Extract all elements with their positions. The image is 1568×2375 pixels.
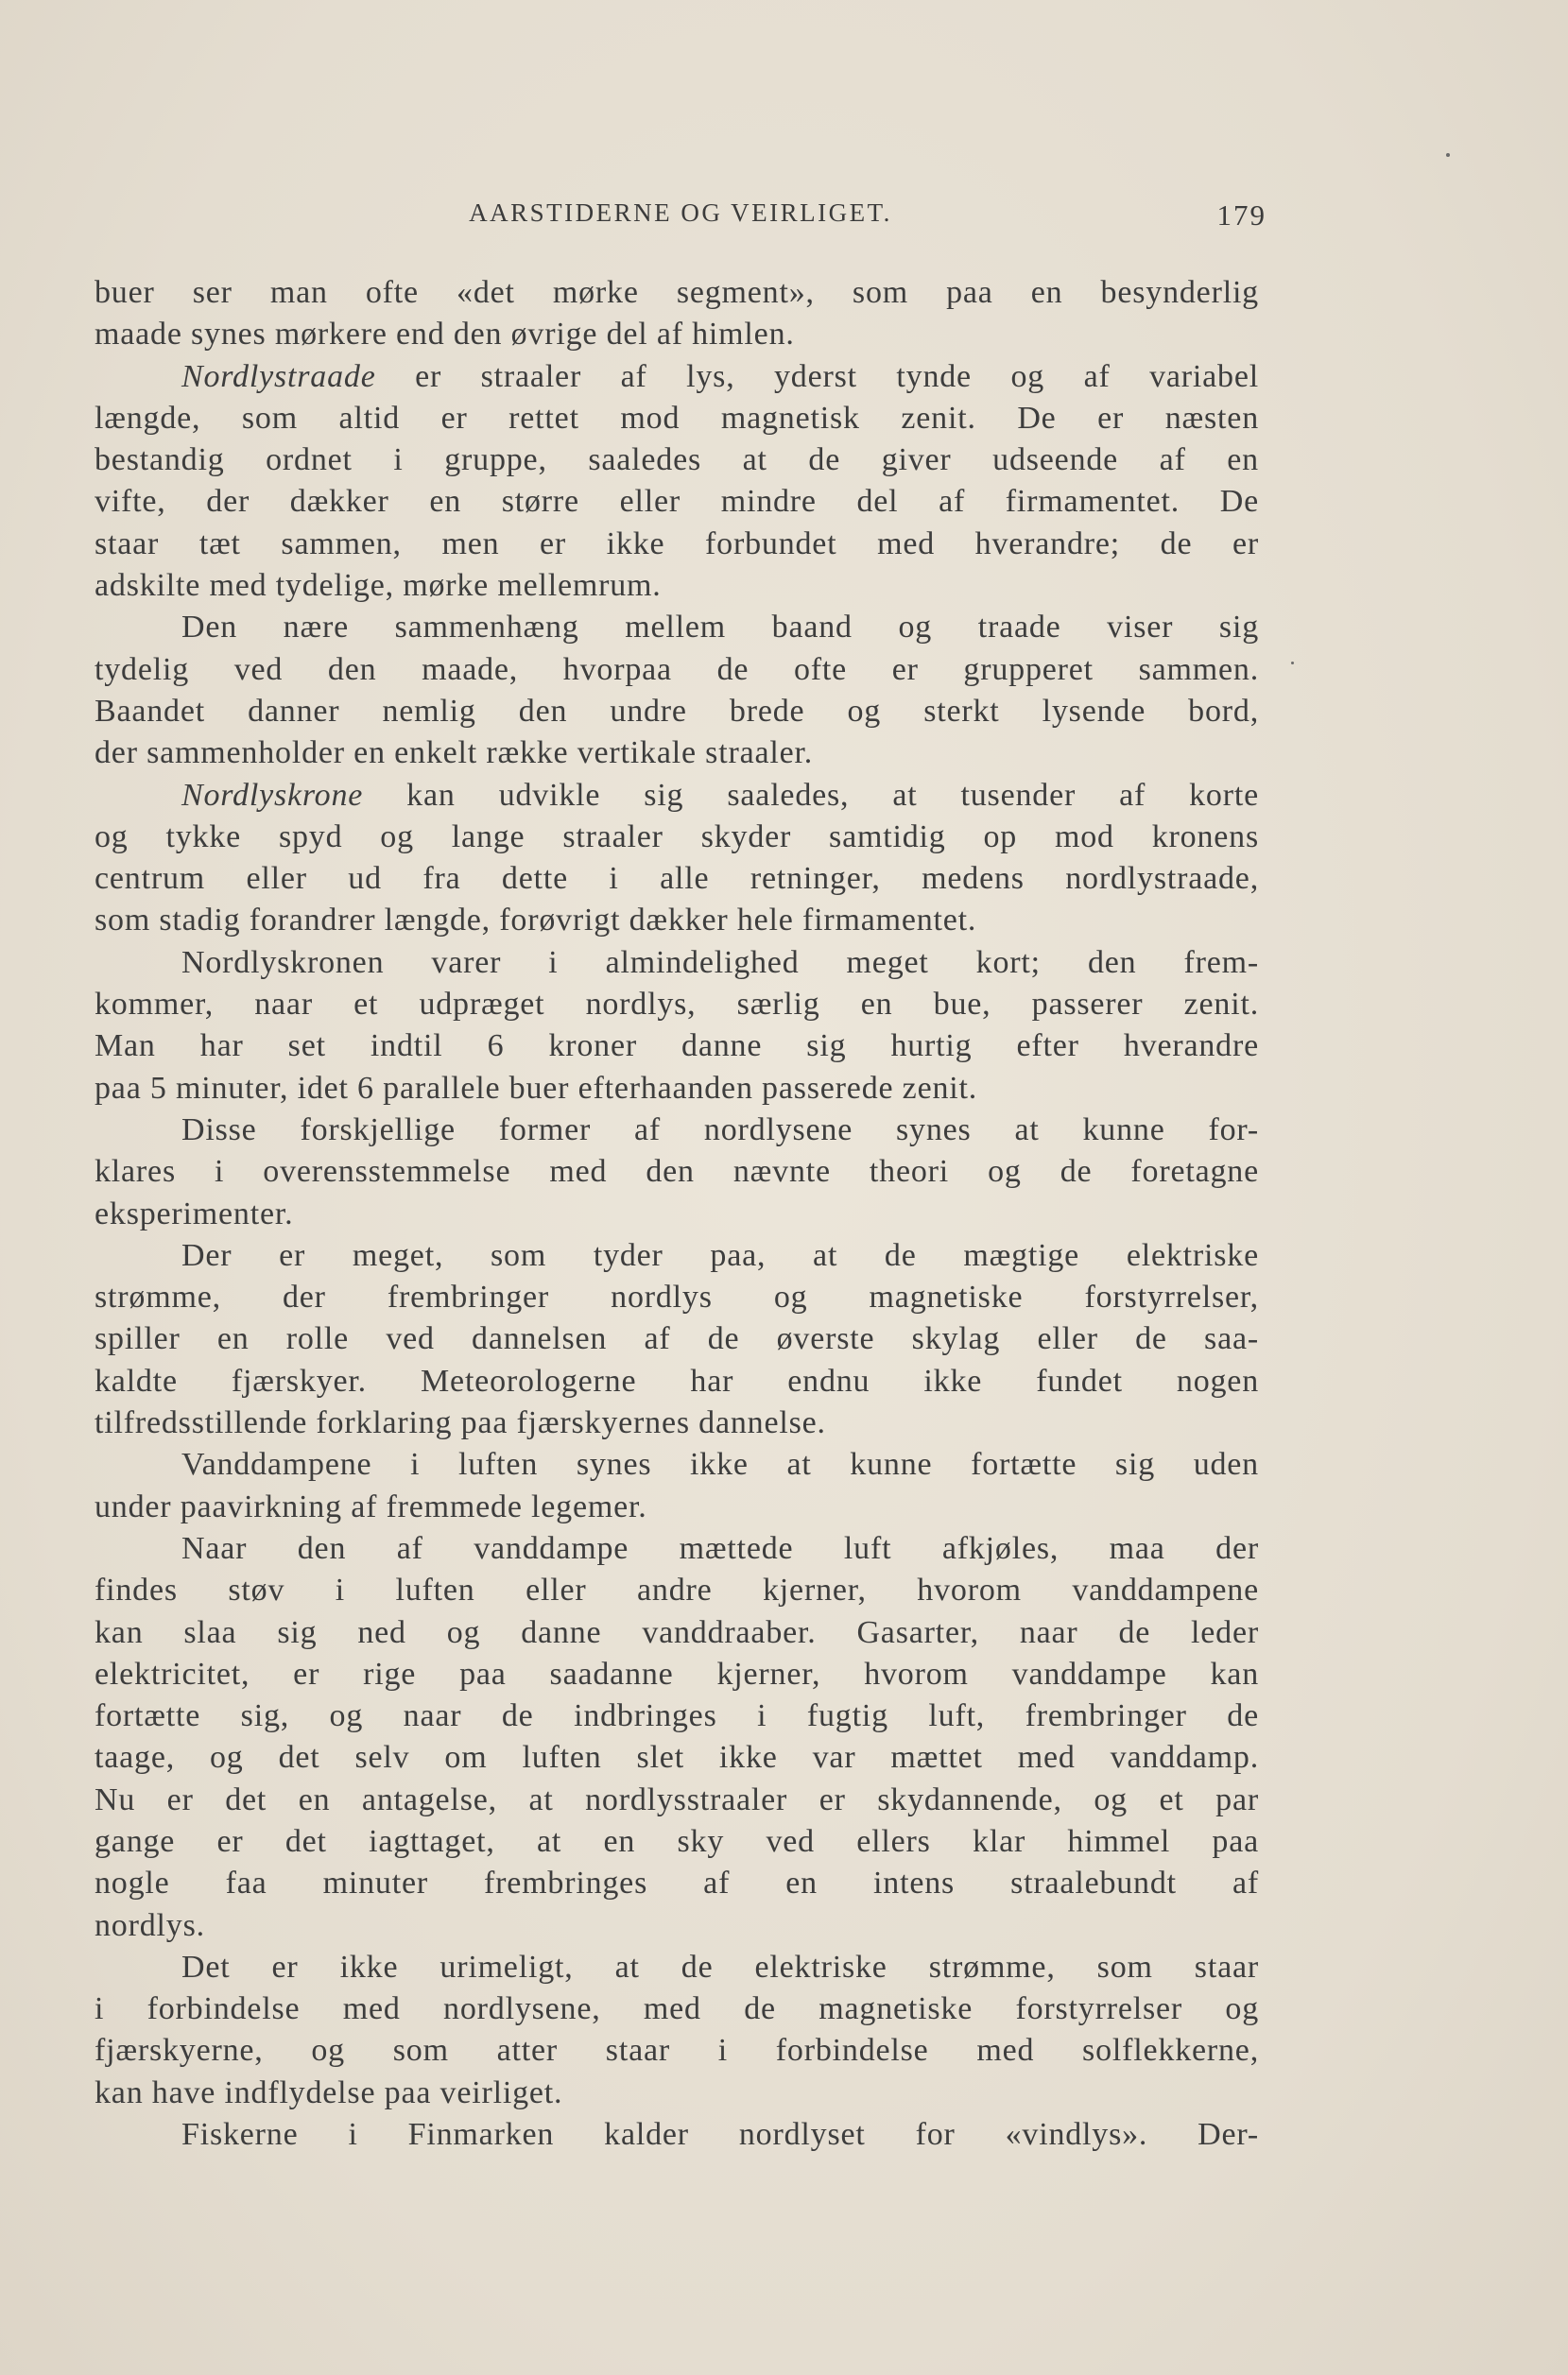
line-text: taage, og det selv om luften slet ikke var mættet med vanddamp. [95, 1740, 1259, 1776]
text-line [95, 1235, 1259, 1277]
text-line [95, 1025, 1259, 1067]
line-text: klares i overensstemmelse med den nævnte theori og de foretagne [95, 1154, 1259, 1190]
text-line [95, 1403, 1259, 1444]
page-number: 179 [1216, 198, 1266, 232]
text-line [95, 1570, 1259, 1611]
line-text: kan slaa sig ned og danne vanddraaber. Gasarter, naar de leder [95, 1614, 1259, 1650]
line-text: nordlys. [95, 1907, 205, 1943]
line-text: Den nære sammenhæng mellem baand og traade viser sig [181, 610, 1259, 645]
text-line [95, 481, 1259, 523]
text-line [95, 1905, 1259, 1947]
text-line [95, 565, 1259, 607]
line-text: under paavirkning af fremmede legemer. [95, 1489, 647, 1524]
line-text: Naar den af vanddampe mættede luft afkjøles, maa der [181, 1530, 1259, 1566]
text-line [95, 942, 1259, 984]
line-text: fjærskyerne, og som atter staar i forbindelse med solflekkerne, [95, 2033, 1259, 2069]
paper-speck [1446, 153, 1450, 157]
text-line [95, 984, 1259, 1025]
text-line [95, 439, 1259, 481]
text-line [95, 1444, 1259, 1486]
line-text: strømme, der frembringer nordlys og magnetiske forstyrrelser, [95, 1280, 1259, 1316]
page-header [95, 198, 1266, 236]
italic-term: Nordlyskrone [181, 777, 364, 813]
text-line [95, 1318, 1259, 1360]
text-line [95, 1110, 1259, 1151]
text-line [95, 691, 1259, 732]
paper-speck [1291, 662, 1294, 664]
line-text: nogle faa minuter frembringes af en intens straalebundt af [95, 1866, 1259, 1902]
body-text [95, 272, 1259, 2156]
text-line [95, 775, 1259, 817]
line-text: og tykke spyd og lange straaler skyder samtidig op mod kronens [95, 818, 1259, 854]
text-line [95, 2030, 1259, 2072]
line-text: er straaler af lys, yderst tynde og af variabel [375, 358, 1259, 394]
text-line [95, 1821, 1259, 1863]
text-line [95, 607, 1259, 648]
line-text: tydelig ved den maade, hvorpaa de ofte er grupperet sammen. [95, 651, 1259, 687]
line-text: der sammenholder en enkelt række vertikale straaler. [95, 735, 814, 771]
text-line [95, 649, 1259, 691]
line-text: Man har set indtil 6 kroner danne sig hurtig efter hverandre [95, 1028, 1259, 1064]
line-text: buer ser man ofte «det mørke segment», som paa en besynderlig [95, 275, 1259, 310]
italic-term: Nordlystraade [181, 358, 376, 394]
text-line [95, 1863, 1259, 1904]
text-line [95, 1612, 1259, 1654]
text-line [95, 1068, 1259, 1110]
text-line [95, 1988, 1259, 2030]
text-line [95, 1151, 1259, 1193]
text-line [95, 398, 1259, 439]
text-line [95, 900, 1259, 941]
line-text: kan udvikle sig saaledes, at tusender af korte [363, 777, 1259, 813]
line-text: kan have indflydelse paa veirliget. [95, 2074, 563, 2110]
text-line [95, 1277, 1259, 1318]
line-text: eksperimenter. [95, 1196, 294, 1231]
text-line [95, 1194, 1259, 1235]
line-text: i forbindelse med nordlysene, med de magnetiske forstyrrelser og [95, 1991, 1259, 2027]
text-line [95, 1737, 1259, 1779]
line-text: spiller en rolle ved dannelsen af de øverste skylag eller de saa- [95, 1321, 1259, 1357]
line-text: vifte, der dækker en større eller mindre del af firmamentet. De [95, 484, 1259, 520]
line-text: elektricitet, er rige paa saadanne kjerner, hvorom vanddampe kan [95, 1656, 1259, 1692]
line-text: Nordlyskronen varer i almindelighed meget kort; den frem- [181, 944, 1259, 980]
text-line [95, 314, 1259, 355]
line-text: centrum eller ud fra dette i alle retninger, medens nordlystraade, [95, 861, 1259, 897]
line-text: adskilte med tydelige, mørke mellemrum. [95, 568, 662, 604]
text-line [95, 524, 1259, 565]
line-text: Fiskerne i Finmarken kalder nordlyset for «vindlys». Der- [181, 2117, 1259, 2153]
text-line [95, 732, 1259, 774]
line-text: Der er meget, som tyder paa, at de mægtige elektriske [181, 1237, 1259, 1273]
line-text: Baandet danner nemlig den undre brede og sterkt lysende bord, [95, 693, 1259, 729]
line-text: paa 5 minuter, idet 6 parallele buer efterhaanden passerede zenit. [95, 1070, 978, 1106]
line-text: bestandig ordnet i gruppe, saaledes at de giver udseende af en [95, 442, 1259, 478]
text-line [95, 1528, 1259, 1570]
running-title: AARSTIDERNE OG VEIRLIGET. [469, 198, 892, 227]
line-text: Vanddampene i luften synes ikke at kunne fortætte sig uden [181, 1447, 1259, 1483]
text-line [95, 1361, 1259, 1403]
text-line [95, 1487, 1259, 1528]
line-text: kommer, naar et udpræget nordlys, særlig en bue, passerer zenit. [95, 987, 1259, 1023]
text-line [95, 2073, 1259, 2114]
text-line [95, 1695, 1259, 1737]
text-line [95, 858, 1259, 900]
line-text: Det er ikke urimeligt, at de elektriske strømme, som staar [181, 1949, 1259, 1985]
line-text: maade synes mørkere end den øvrige del af himlen. [95, 317, 795, 353]
text-line [95, 356, 1259, 398]
line-text: gange er det iagttaget, at en sky ved ellers klar himmel paa [95, 1823, 1259, 1859]
text-line [95, 272, 1259, 314]
text-line [95, 1780, 1259, 1821]
line-text: Disse forskjellige former af nordlysene synes at kunne for- [181, 1111, 1259, 1147]
text-line [95, 2114, 1259, 2156]
line-text: staar tæt sammen, men er ikke forbundet med hverandre; de er [95, 525, 1259, 561]
text-line [95, 1947, 1259, 1988]
text-line [95, 1654, 1259, 1695]
line-text: Nu er det en antagelse, at nordlysstraaler er skydannende, og et par [95, 1781, 1259, 1817]
line-text: fortætte sig, og naar de indbringes i fugtig luft, frembringer de [95, 1698, 1259, 1734]
line-text: længde, som altid er rettet mod magnetisk zenit. De er næsten [95, 400, 1259, 436]
line-text: som stadig forandrer længde, forøvrigt dækker hele firmamentet. [95, 903, 977, 938]
line-text: kaldte fjærskyer. Meteorologerne har endnu ikke fundet nogen [95, 1363, 1259, 1399]
text-line [95, 817, 1259, 858]
line-text: tilfredsstillende forklaring paa fjærskyernes dannelse. [95, 1405, 826, 1441]
line-text: findes støv i luften eller andre kjerner, hvorom vanddampene [95, 1573, 1259, 1609]
